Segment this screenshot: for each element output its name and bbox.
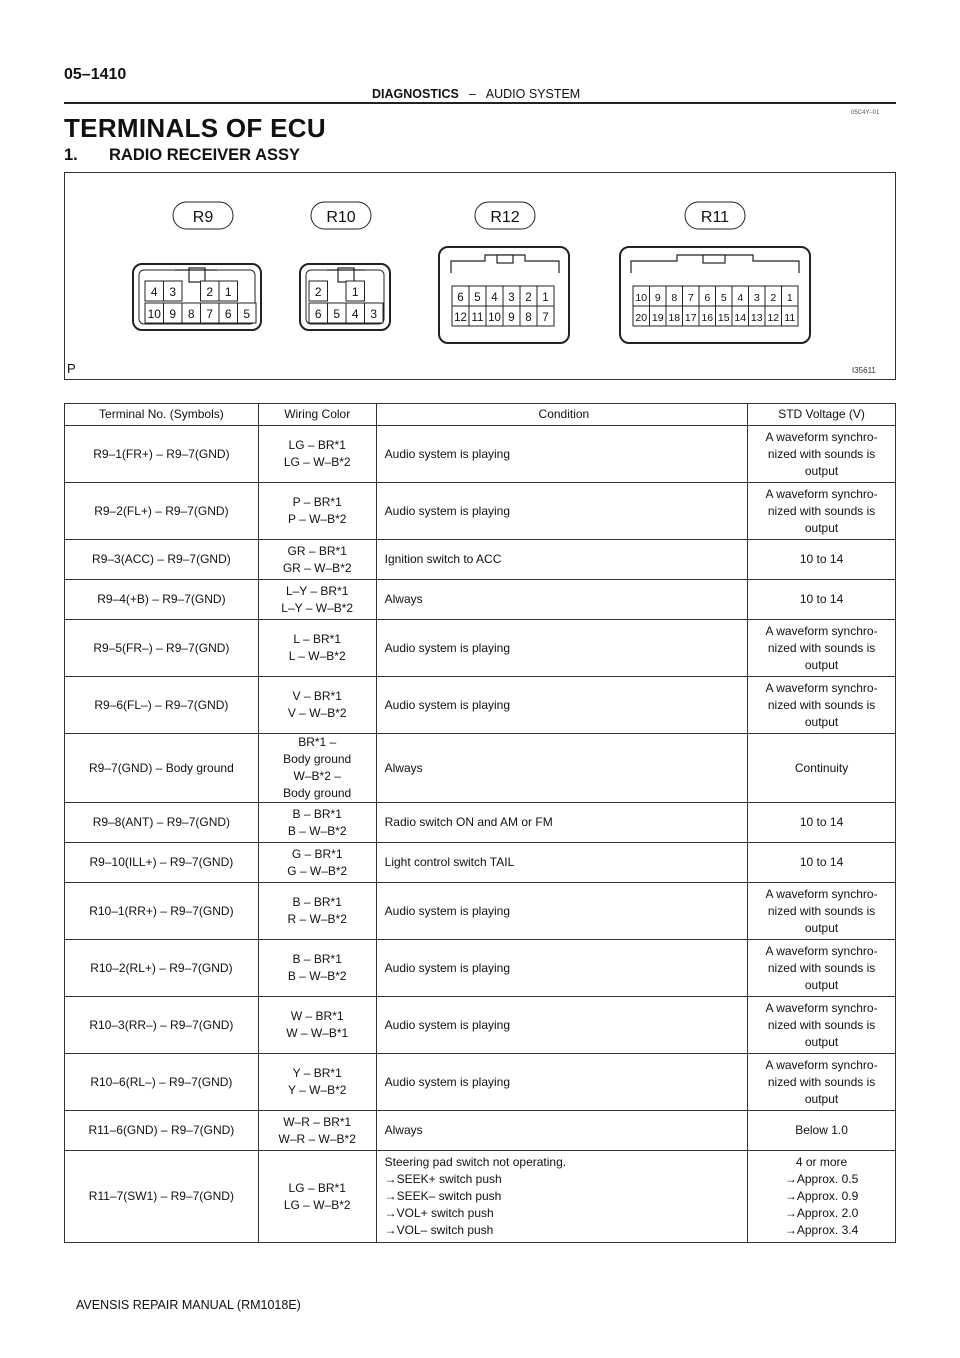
terminals-table [64,403,896,1243]
cell-std-voltage-line: 10 to 14 [799,815,844,829]
cell-std-voltage-line: output [804,520,839,535]
pin-number: 10 [147,307,161,321]
cell-std-voltage-line: A waveform synchro- [765,943,878,958]
header-condition: Condition [376,404,747,426]
cell-wiring-color-line: LG – BR*1 [288,1180,346,1195]
cell-condition-line: Always [384,760,423,775]
cell-wiring-color-line: BR*1 – [298,735,337,749]
cell-wiring-color [258,426,376,483]
cell-condition [376,540,747,580]
table-row [65,580,896,620]
header-rule [64,102,896,104]
cell-std-voltage-line: nized with sounds is [767,903,876,918]
cell-wiring-color [258,883,376,940]
cell-wiring-color-line: B – BR*1 [292,952,342,966]
cell-wiring-color [258,620,376,677]
table-row [65,803,896,843]
pin-number: 6 [457,292,464,304]
cell-wiring-color-line: W – BR*1 [290,1009,344,1023]
pin-number: 2 [314,285,322,299]
cell-wiring-color-line: LG – W–B*2 [283,1197,351,1212]
cell-condition-line: Audio system is playing [384,1017,511,1032]
cell-std-voltage-line: nized with sounds is [767,446,876,461]
cell-condition [376,1054,747,1111]
cell-std-voltage-line: A waveform synchro- [765,429,878,444]
cell-std-voltage [748,1151,896,1243]
cell-wiring-color [258,580,376,620]
cell-std-voltage [748,997,896,1054]
cell-wiring-color-line: V – BR*1 [292,689,342,703]
cell-std-voltage-line: →Approx. 0.5 [784,1172,859,1186]
cell-std-voltage [748,426,896,483]
pin-number: 8 [187,307,195,321]
pin-number: 2 [770,292,777,304]
pin-number: 10 [488,312,501,324]
cell-std-voltage-line: 10 to 14 [799,855,844,869]
cell-std-voltage-line: 10 to 14 [799,592,844,606]
cell-wiring-color-line: L – W–B*2 [288,649,346,663]
cell-std-voltage-line: nized with sounds is [767,640,876,655]
cell-condition-line: Audio system is playing [384,960,511,975]
cell-terminal: R11–6(GND) – R9–7(GND) [65,1111,259,1151]
cell-wiring-color-line: W–R – W–B*2 [278,1131,356,1146]
cell-wiring-color-line: Body ground [283,752,352,766]
cell-wiring-color-line: GR – W–B*2 [282,560,352,575]
pin-number: 17 [684,312,697,324]
cell-std-voltage-line: Continuity [794,760,849,775]
cell-std-voltage [748,843,896,883]
pin-number: 20 [635,312,648,324]
cell-condition [376,580,747,620]
cell-std-voltage-line: nized with sounds is [767,960,876,975]
cell-wiring-color-line: B – W–B*2 [287,823,347,838]
reference-code: 05C4Y–01 [851,110,880,116]
table-row [65,997,896,1054]
cell-terminal: R9–7(GND) – Body ground [65,734,259,803]
cell-terminal: R9–2(FL+) – R9–7(GND) [65,483,259,540]
cell-std-voltage-line: nized with sounds is [767,697,876,712]
cell-std-voltage-line: A waveform synchro- [765,1057,878,1072]
cell-condition-line: Steering pad switch not operating. [384,1155,567,1169]
cell-wiring-color-line: V – W–B*2 [287,706,347,720]
connector-latch [497,255,513,263]
pin-number: 9 [169,307,177,321]
pin-number: 9 [508,312,515,324]
pin-number: 12 [454,312,467,324]
cell-std-voltage-line: output [804,920,839,935]
cell-wiring-color-line: B – W–B*2 [287,969,347,983]
table-row [65,843,896,883]
table-row [65,540,896,580]
cell-std-voltage-line: output [804,463,839,478]
cell-std-voltage-line: 10 to 14 [799,552,844,566]
cell-condition [376,940,747,997]
cell-condition [376,1111,747,1151]
pin-number: 5 [333,307,341,321]
cell-condition-line: →VOL– switch push [384,1223,494,1237]
table-row [65,1111,896,1151]
pin-number: 14 [734,312,747,324]
cell-condition-line: →SEEK+ switch push [384,1172,502,1186]
cell-std-voltage [748,677,896,734]
cell-std-voltage-line: output [804,1034,839,1049]
cell-std-voltage-line: →Approx. 0.9 [784,1189,859,1203]
pin-number: 7 [542,312,549,324]
pin-number: 4 [351,307,359,321]
pin-number: 3 [753,292,760,304]
cell-std-voltage [748,580,896,620]
cell-condition [376,1151,747,1243]
cell-condition [376,734,747,803]
cell-wiring-color [258,843,376,883]
table-row [65,734,896,803]
table-body [65,426,896,1243]
pin-number: 3 [508,292,515,304]
pin-number: 12 [767,312,780,324]
pin-number: 5 [720,292,727,304]
cell-std-voltage-line: →Approx. 2.0 [784,1206,859,1220]
section-number: 1. [64,146,78,164]
cell-terminal: R10–3(RR–) – R9–7(GND) [65,997,259,1054]
table-header-row [65,404,896,426]
page-title: TERMINALS OF ECU [64,113,326,143]
cell-std-voltage-line: nized with sounds is [767,503,876,518]
cell-wiring-color-line: G – BR*1 [291,846,343,861]
cell-terminal: R9–10(ILL+) – R9–7(GND) [65,843,259,883]
cell-terminal: R9–6(FL–) – R9–7(GND) [65,677,259,734]
figure-id: I35611 [852,366,876,375]
cell-std-voltage [748,483,896,540]
cell-wiring-color [258,483,376,540]
pin-number: 1 [351,285,359,299]
cell-wiring-color-line: G – W–B*2 [287,863,348,878]
pin-number: 5 [474,292,481,304]
section-heading [64,146,300,165]
cell-terminal: R10–6(RL–) – R9–7(GND) [65,1054,259,1111]
connector-label: R9 [192,209,214,226]
header-separator: – [468,87,476,101]
cell-condition-line: Ignition switch to ACC [384,552,502,566]
cell-condition [376,620,747,677]
pin-number: 13 [750,312,763,324]
cell-wiring-color [258,1054,376,1111]
cell-terminal: R11–7(SW1) – R9–7(GND) [65,1151,259,1243]
cell-terminal: R10–1(RR+) – R9–7(GND) [65,883,259,940]
cell-wiring-color-line: W–R – BR*1 [283,1114,352,1129]
pin-number: 2 [525,292,532,304]
cell-condition-line: Audio system is playing [384,503,511,518]
cell-condition-line: Always [384,592,423,606]
cell-std-voltage [748,734,896,803]
pin-number: 6 [224,307,232,321]
page-number: 05–1410 [64,66,127,83]
cell-condition [376,883,747,940]
connector-diagram [64,172,896,380]
footer: AVENSIS REPAIR MANUAL (RM1018E) [76,1298,301,1312]
pin-number: 2 [206,285,214,299]
connector-drawing [65,173,897,381]
cell-wiring-color-line: LG – W–B*2 [283,455,351,469]
cell-std-voltage-line: A waveform synchro- [765,1000,878,1015]
cell-condition-line: Light control switch TAIL [384,855,515,869]
table-row [65,426,896,483]
table-row [65,940,896,997]
pin-number: 11 [471,312,484,324]
pin-number: 4 [491,292,498,304]
header-section: DIAGNOSTICS [372,87,459,101]
cell-wiring-color [258,1111,376,1151]
cell-terminal: R10–2(RL+) – R9–7(GND) [65,940,259,997]
connector-latch [703,255,725,263]
pin-number: 9 [654,292,661,304]
cell-std-voltage-line: →Approx. 3.4 [784,1223,859,1237]
cell-std-voltage-line: nized with sounds is [767,1074,876,1089]
cell-terminal: R9–8(ANT) – R9–7(GND) [65,803,259,843]
cell-std-voltage-line: output [804,1091,839,1106]
cell-wiring-color-line: W – W–B*1 [286,1026,349,1040]
pin-number: 15 [717,312,730,324]
header-subsection: AUDIO SYSTEM [485,87,581,101]
cell-condition-line: Audio system is playing [384,1074,511,1089]
pin-number: 18 [668,312,681,324]
pin-number: 4 [737,292,744,304]
header-std-voltage: STD Voltage (V) [748,404,896,426]
cell-terminal: R9–3(ACC) – R9–7(GND) [65,540,259,580]
pin-number: 3 [370,307,378,321]
cell-terminal: R9–4(+B) – R9–7(GND) [65,580,259,620]
cell-condition-line: Audio system is playing [384,903,511,918]
cell-wiring-color-line: P – W–B*2 [287,512,347,526]
cell-wiring-color [258,734,376,803]
cell-wiring-color-line: L–Y – W–B*2 [281,600,354,615]
pin-number: 19 [651,312,664,324]
cell-condition-line: Always [384,1123,423,1137]
cell-condition-line: →SEEK– switch push [384,1189,502,1203]
cell-condition-line: Audio system is playing [384,697,511,712]
cell-std-voltage-line: nized with sounds is [767,1017,876,1032]
connector-label: R10 [326,209,356,226]
connector-label: R12 [490,209,520,226]
pin-number: 7 [206,307,214,321]
pin-number: 16 [701,312,714,324]
cell-wiring-color-line: Body ground [283,786,352,800]
header-terminal: Terminal No. (Symbols) [65,404,259,426]
cell-wiring-color-line: W–B*2 – [293,769,341,783]
cell-std-voltage [748,540,896,580]
cell-wiring-color-line: Y – BR*1 [292,1066,342,1080]
cell-std-voltage-line: output [804,657,839,672]
section-title: RADIO RECEIVER ASSY [109,146,301,164]
cell-wiring-color-line: L – BR*1 [293,632,341,646]
cell-wiring-color-line: P – BR*1 [292,495,342,509]
pin-number: 3 [169,285,177,299]
pin-number: 11 [784,312,796,324]
cell-wiring-color [258,677,376,734]
cell-condition-line: →VOL+ switch push [384,1206,494,1220]
pin-number: 1 [542,292,549,304]
pin-number: 4 [150,285,158,299]
figure-corner-label: P [67,361,76,376]
pin-number: 7 [687,292,694,304]
cell-std-voltage-line: output [804,714,839,729]
cell-std-voltage-line: 4 or more [795,1155,848,1169]
table-row [65,883,896,940]
cell-condition [376,803,747,843]
cell-std-voltage [748,1054,896,1111]
pin-number: 5 [243,307,251,321]
pin-number: 1 [786,292,793,304]
cell-condition [376,677,747,734]
cell-wiring-color [258,1151,376,1243]
cell-wiring-color [258,803,376,843]
cell-condition [376,483,747,540]
cell-wiring-color [258,997,376,1054]
table-row [65,1151,896,1243]
table-row [65,620,896,677]
table-row [65,483,896,540]
cell-std-voltage [748,620,896,677]
cell-wiring-color-line: LG – BR*1 [288,438,346,452]
pin-number: 6 [314,307,322,321]
cell-wiring-color-line: B – BR*1 [292,806,342,821]
cell-std-voltage-line: A waveform synchro- [765,680,878,695]
cell-wiring-color [258,940,376,997]
cell-std-voltage [748,1111,896,1151]
cell-wiring-color [258,540,376,580]
cell-std-voltage [748,803,896,843]
pin-number: 6 [704,292,711,304]
cell-terminal: R9–1(FR+) – R9–7(GND) [65,426,259,483]
table-row [65,677,896,734]
pin-number: 8 [671,292,678,304]
pin-number: 8 [525,312,532,324]
cell-std-voltage [748,940,896,997]
cell-wiring-color-line: Y – W–B*2 [287,1083,347,1097]
cell-wiring-color-line: GR – BR*1 [287,543,347,558]
cell-std-voltage-line: A waveform synchro- [765,886,878,901]
cell-condition-line: Audio system is playing [384,640,511,655]
cell-std-voltage-line: Below 1.0 [795,1123,848,1137]
cell-std-voltage-line: A waveform synchro- [765,623,878,638]
cell-condition [376,426,747,483]
header-wiring-color: Wiring Color [258,404,376,426]
cell-condition [376,997,747,1054]
table-row [65,1054,896,1111]
cell-wiring-color-line: R – W–B*2 [287,912,347,926]
cell-std-voltage-line: A waveform synchro- [765,486,878,501]
cell-condition-line: Radio switch ON and AM or FM [384,815,553,829]
cell-wiring-color-line: L–Y – BR*1 [285,583,349,598]
running-header [372,87,580,101]
cell-std-voltage [748,883,896,940]
cell-wiring-color-line: B – BR*1 [292,895,342,909]
cell-condition-line: Audio system is playing [384,446,511,461]
pin-number: 1 [224,285,232,299]
pin-number: 10 [635,292,648,304]
cell-condition [376,843,747,883]
cell-std-voltage-line: output [804,977,839,992]
cell-terminal: R9–5(FR–) – R9–7(GND) [65,620,259,677]
connector-label: R11 [700,209,730,226]
